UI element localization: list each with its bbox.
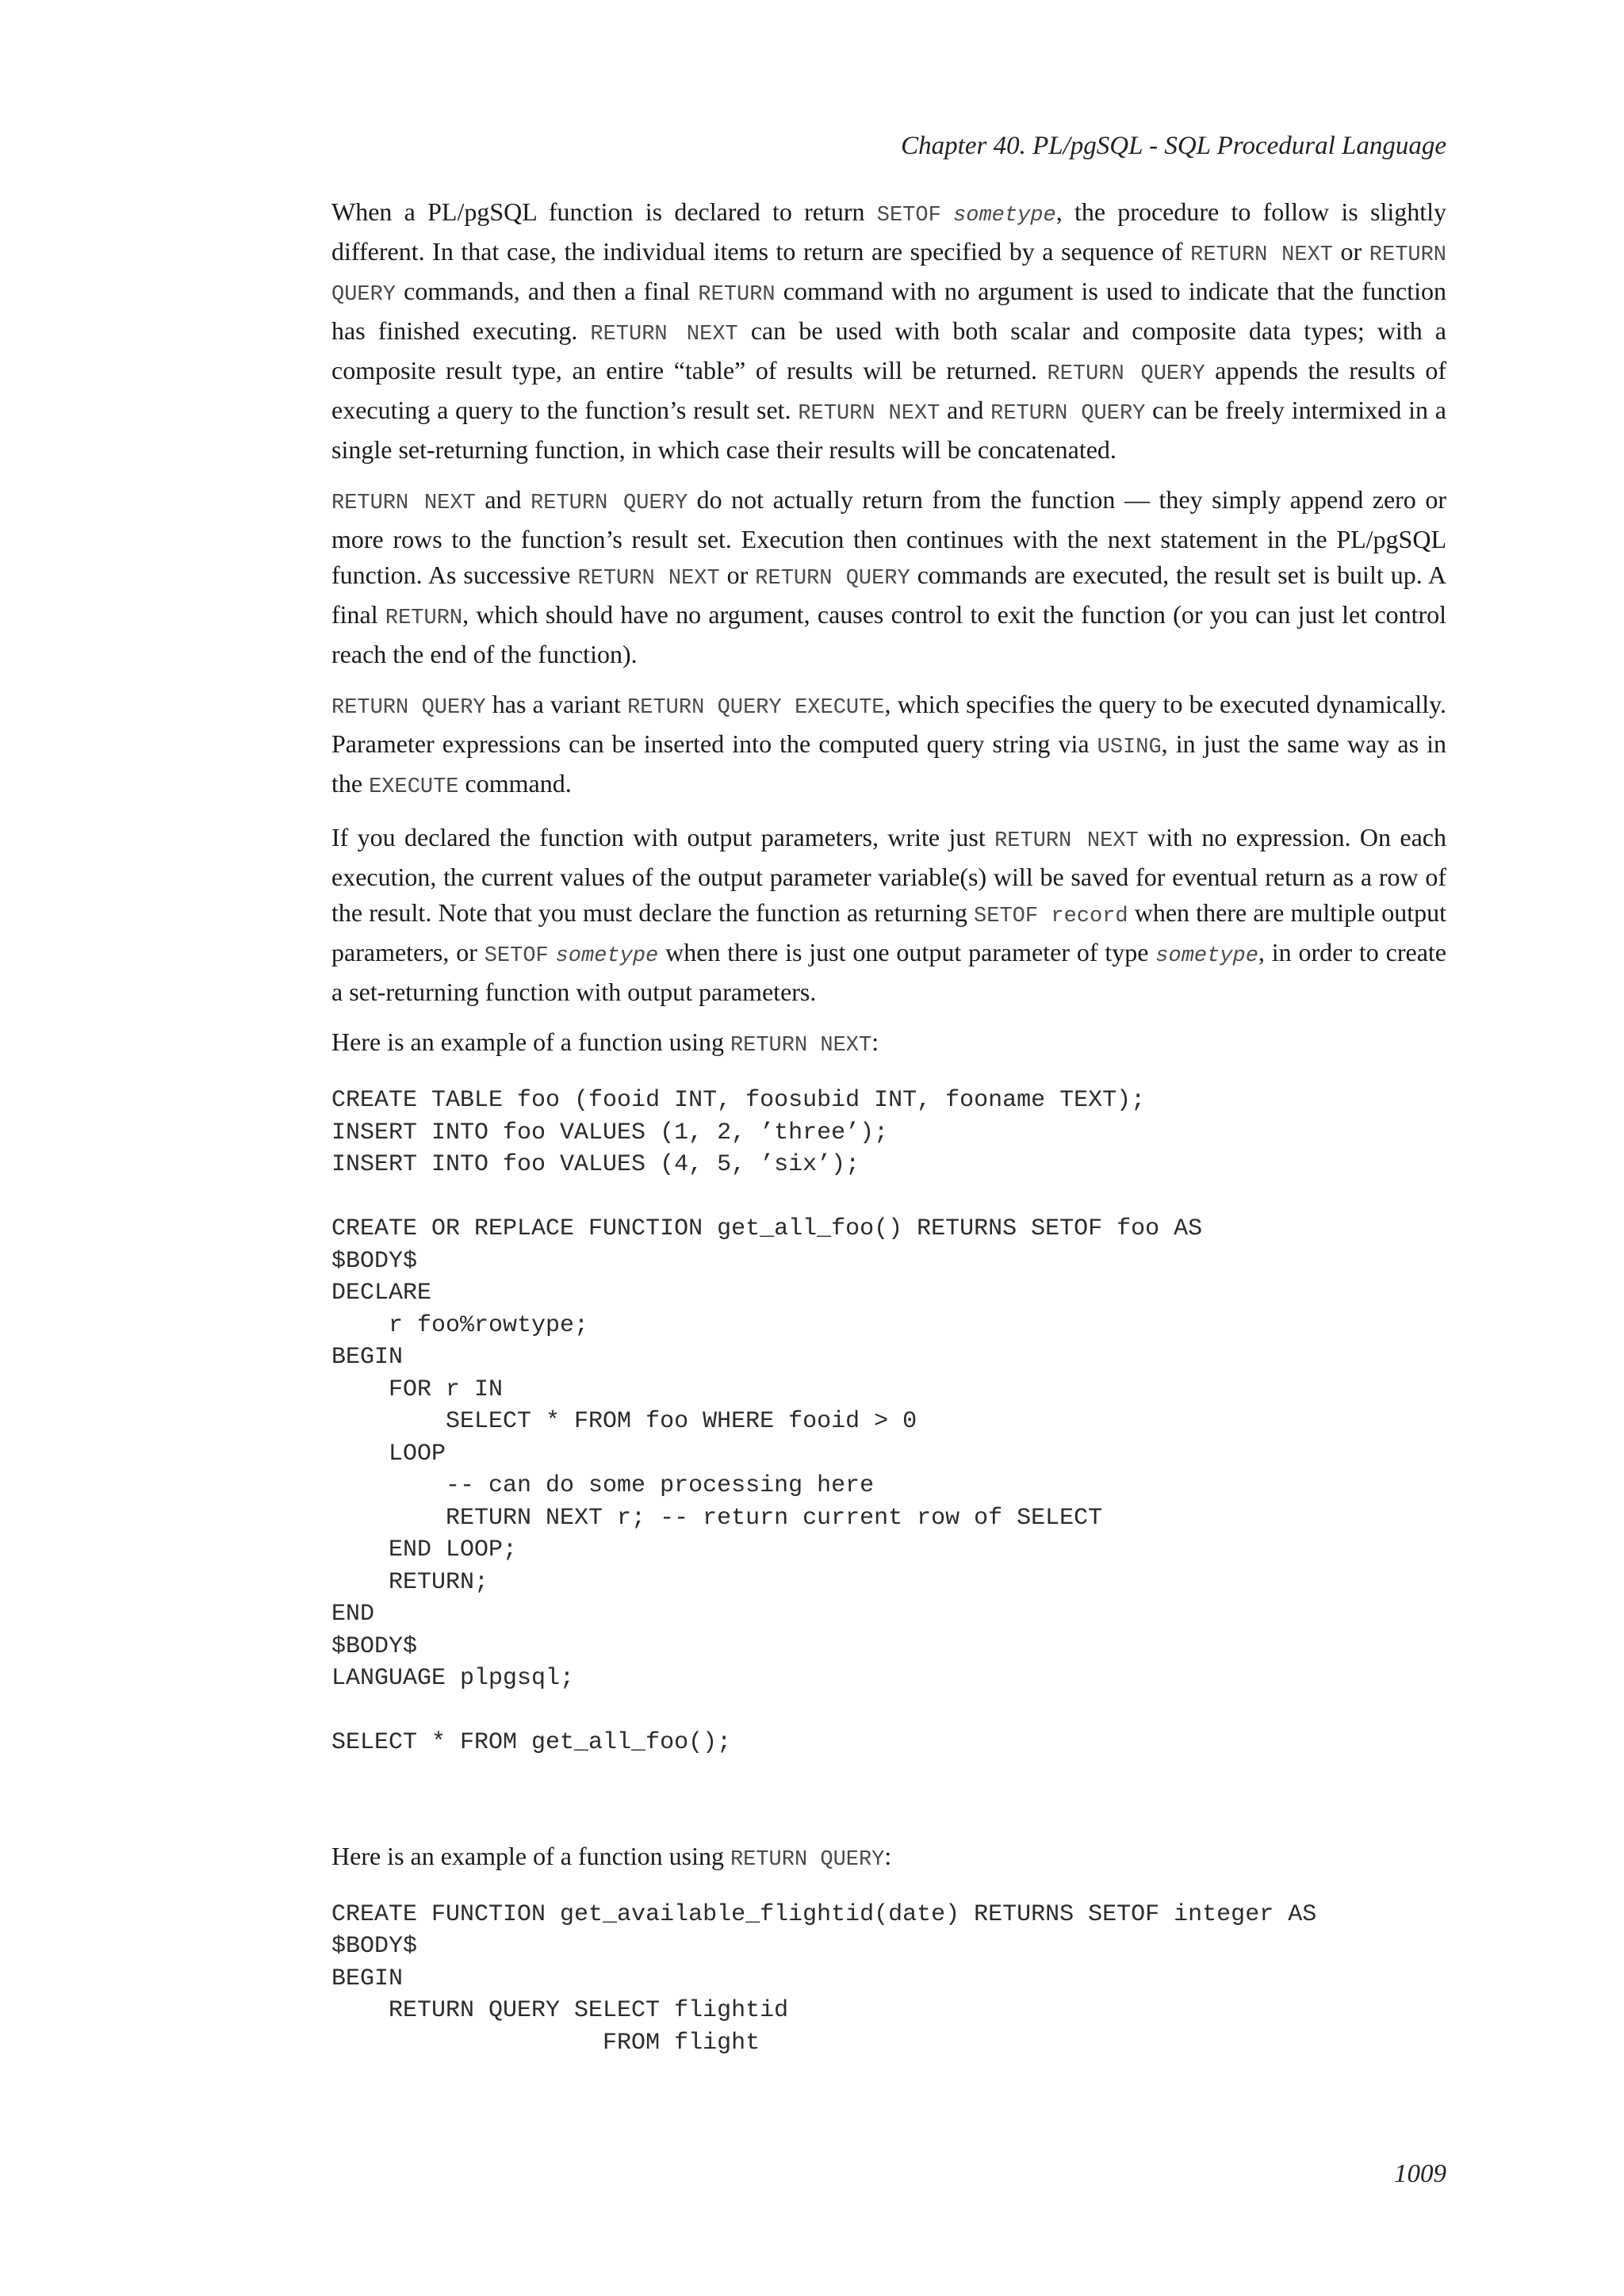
inline-code: RETURN QUERY: [1047, 362, 1205, 386]
inline-code: SETOF: [876, 204, 941, 228]
inline-code-italic: sometype: [1155, 944, 1258, 968]
inline-code: RETURN QUERY: [990, 402, 1146, 426]
inline-code: RETURN QUERY EXECUTE: [627, 696, 885, 720]
inline-code: RETURN: [698, 283, 776, 307]
page-number: 1009: [1394, 2160, 1446, 2188]
inline-code: USING: [1097, 736, 1162, 760]
paragraph-output-parameters: If you declared the function with output parameters, write just RETURN NEXT with no expression. On each execution, the current values of the output parameter variable(s) will be saved for eventual return as a row of the result. Note that you must declare the function as returning SETOF record when there are multiple output parameters, or SETOF sometype when there is just one output parameter of type sometype, in order to create a set-returning function with output parameters.: [331, 823, 1447, 1006]
paragraph-return-next-behavior: RETURN NEXT and RETURN QUERY do not actually return from the function — they simply append zero or more rows to the function’s result set. Execution then continues with the next statement in the PL/pgSQL function. As successive RETURN NEXT or RETURN QUERY commands are executed, the result set is built up. A final RETURN, which should have no argument, causes control to exit the function (or you can just let control reach the end of the function).: [331, 485, 1447, 668]
code-example-return-query: CREATE FUNCTION get_available_flightid(date) RETURNS SETOF integer AS $BODY$ BEGIN RETURN QUERY SELECT flightid FROM flight: [331, 1900, 1317, 2057]
inline-code: RETURN NEXT: [994, 829, 1139, 853]
inline-code: RETURN NEXT: [331, 492, 476, 515]
inline-code: EXECUTE: [369, 775, 459, 799]
paragraph-return-query-execute: RETURN QUERY has a variant RETURN QUERY EXECUTE, which specifies the query to be executed dynamically. Parameter expressions can be inserted into the computed query string via USING, in just the same way as in the EXECUTE command.: [331, 690, 1447, 799]
inline-code: RETURN QUERY: [730, 1847, 885, 1872]
inline-code: RETURN QUERY: [331, 696, 486, 720]
inline-code-italic: sometype: [953, 204, 1056, 228]
example-intro-return-next: Here is an example of a function using RETURN NEXT:: [331, 1027, 879, 1058]
inline-code: RETURN QUERY: [331, 243, 1447, 307]
inline-code: RETURN NEXT: [577, 567, 720, 591]
inline-code: RETURN NEXT: [590, 323, 738, 346]
running-header: Chapter 40. PL/pgSQL - SQL Procedural Language: [901, 132, 1446, 160]
inline-code: RETURN NEXT: [798, 402, 940, 426]
inline-code-italic: sometype: [555, 944, 659, 968]
code-example-return-next: CREATE TABLE foo (fooid INT, foosubid INT, fooname TEXT); INSERT INTO foo VALUES (1, 2, ’three’); INSERT INTO foo VALUES (4, 5, ’six’); CREATE OR REPLACE FUNCTION get_all_foo() RETURNS SETOF foo AS $BODY$ DECLARE r foo%rowtype; BEGIN FOR r IN SELECT * FROM foo WHERE fooid > 0 LOOP -- can do some processing here RETURN NEXT r; -- return current row of SELECT END LOOP; RETURN; END $BODY$ LANGUAGE plpgsql; SELECT * FROM get_all_foo();: [331, 1087, 1203, 1756]
example-intro-return-query: Here is an example of a function using RETURN QUERY:: [331, 1841, 892, 1872]
paragraph-setof-intro: When a PL/pgSQL function is declared to return SETOF sometype, the procedure to follow is slightly different. In that case, the individual items to return are specified by a sequence of RETURN NEXT or RETURN QUERY commands, and then a final RETURN command with no argument is used to indicate that the function has finished executing. RETURN NEXT can be used with both scalar and composite data types; with a composite result type, an entire “table” of results will be returned. RETURN QUERY appends the results of executing a query to the function’s result set. RETURN NEXT and RETURN QUERY can be freely intermixed in a single set-returning function, in which case their results will be concatenated.: [331, 197, 1447, 464]
inline-code: RETURN: [385, 607, 463, 630]
inline-code: RETURN NEXT: [730, 1034, 872, 1058]
inline-code: SETOF: [484, 944, 549, 968]
inline-code: RETURN QUERY: [755, 567, 910, 591]
inline-code: RETURN QUERY: [530, 492, 688, 515]
main-content: [331, 194, 1446, 2059]
inline-code: SETOF record: [974, 905, 1128, 928]
inline-code: RETURN NEXT: [1190, 243, 1333, 267]
